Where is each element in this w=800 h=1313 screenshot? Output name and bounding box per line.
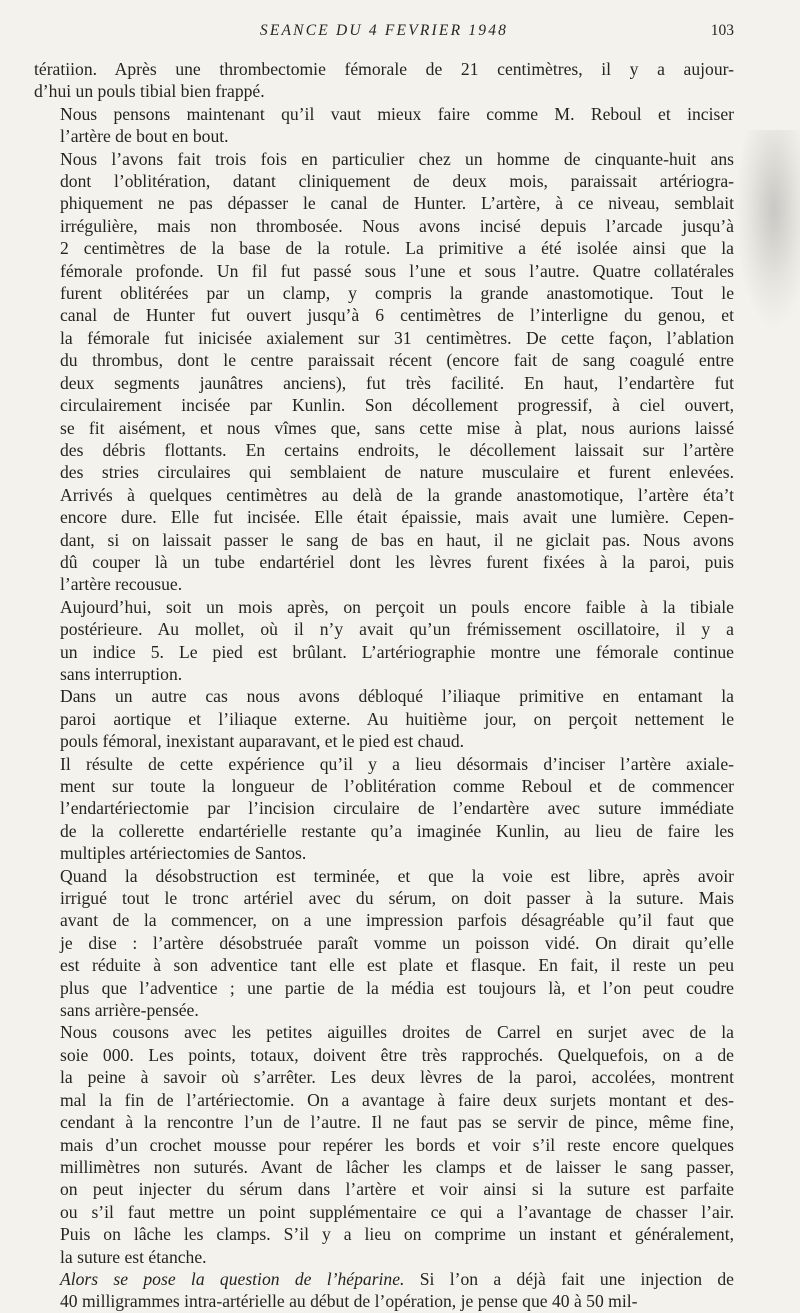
paragraph — [34, 58, 734, 103]
text-line: Nous pensons maintenant qu’il vaut mieux faire comme M. Reboul et inciser — [60, 103, 734, 124]
text-line: pouls fémoral, inexistant auparavant, et le pied est chaud. — [60, 731, 465, 752]
text-line: 2 centimètres de la base de la rotule. La primitive a été isolée ainsi que la — [60, 238, 734, 259]
margin-smudge — [735, 130, 800, 330]
text-line: plus que l’adventice ; une partie de la média est toujours là, et l’on peut coudre — [60, 977, 734, 998]
text-line: avant de la commencer, on a une impression parfois désagréable qu’il faut que — [60, 910, 734, 931]
text-line: l’endartériectomie par l’incision circulaire de l’endartère avec suture immédiate — [60, 798, 734, 819]
text-line: dont l’oblitération, datant cliniquement de deux mois, paraissait artériogra- — [60, 171, 734, 192]
text-line: un indice 5. Le pied est brûlant. L’artériographie montre une fémorale continue — [60, 641, 734, 662]
text-line: Dans un autre cas nous avons débloqué l’iliaque primitive en entamant la — [60, 686, 734, 707]
text-line: Nous cousons avec les petites aiguilles droites de Carrel en surjet avec de la — [60, 1022, 734, 1043]
body-text — [34, 58, 734, 1313]
text-line: Il résulte de cette expérience qu’il y a lieu désormais d’inciser l’artère axiale- — [60, 753, 734, 774]
text-line — [34, 1268, 734, 1290]
paragraph — [34, 148, 734, 596]
text-line: sans interruption. — [60, 663, 183, 684]
text-line: phiquement ne pas dépasser le canal de Hunter. L’artère, à ce niveau, semblait — [60, 193, 734, 214]
text-line: des débris flottants. En certains endroits, le décollement laissait sur l’artère — [60, 439, 734, 460]
text-line: Nous l’avons fait trois fois en particulier chez un homme de cinquante-huit ans — [60, 148, 734, 169]
paragraph — [34, 1021, 734, 1267]
text-line: 40 milligrammes intra-artérielle au début de l’opération, je pense que 40 à 50 mil- — [60, 1291, 638, 1312]
text-fragment: Si l’on a déjà fait une injection de — [404, 1268, 734, 1289]
text-line: Arrivés à quelques centimètres au delà de la grande anastomotique, l’artère éta’t — [60, 484, 734, 505]
text-line: on peut injecter du sérum dans l’artère et voir ainsi si la suture est parfaite — [60, 1179, 734, 1200]
text-line: Quand la désobstruction est terminée, et que la voie est libre, après avoir — [60, 865, 734, 886]
text-line: ment sur toute la longueur de l’oblitération comme Reboul et de commencer — [60, 776, 734, 796]
text-line: deux segments jaunâtres anciens), fut très facilité. En haut, l’endartère fut — [60, 372, 734, 393]
text-line: des stries circulaires qui semblaient de nature musculaire et furent enlevées. — [60, 462, 734, 483]
text-line: la suture est étanche. — [60, 1246, 207, 1267]
text-line: tératiion. Après une thrombectomie fémorale de 21 centimètres, il y a aujour- — [34, 59, 734, 79]
text-line: circulairement incisée par Kunlin. Son décollement progressif, à ciel ouvert, — [60, 395, 734, 416]
text-line: ou s’il faut mettre un point supplémentaire ce qui a l’avantage de chasser l’air. — [60, 1201, 734, 1222]
text-line: du thrombus, dont le centre paraissait récent (encore fait de sang coagulé entre — [60, 350, 734, 371]
paragraph — [34, 685, 734, 752]
text-line: millimètres non suturés. Avant de lâcher les clamps et de laisser le sang passer, — [60, 1156, 734, 1177]
text-line: mal la fin de l’artériectomie. On a avantage à faire deux surjets montant et des- — [60, 1089, 734, 1110]
text-line: la peine à savoir où s’arrêter. Les deux lèvres de la paroi, accolées, montrent — [60, 1067, 734, 1088]
text-line: de la collerette endartérielle restante qu’a imaginée Kunlin, au lieu de faire les — [60, 820, 734, 841]
page-number: 103 — [710, 22, 734, 39]
text-line: Puis on lâche les clamps. S’il y a lieu on comprime un instant et généralement, — [60, 1224, 734, 1245]
text-line: canal de Hunter fut ouvert jusqu’à 6 centimètres de l’interligne du genou, et — [60, 305, 734, 326]
text-line: je dise : l’artère désobstruée paraît vomme un poisson vidé. On dirait qu’elle — [60, 932, 734, 953]
text-line: est réduite à son adventice tant elle est plate et flasque. En fait, il reste un peu — [60, 955, 734, 976]
text-line: dant, si on laissait passer le sang de bas en haut, il ne giclait pas. Nous avons — [60, 529, 734, 550]
text-line: l’artère de bout en bout. — [60, 126, 229, 147]
text-line: Aujourd’hui, soit un mois après, on perçoit un pouls encore faible à la tibiale — [60, 596, 734, 617]
text-line: fémorale profonde. Un fil fut passé sous l’une et sous l’autre. Quatre collatérales — [60, 260, 734, 281]
text-line: l’artère recousue. — [60, 574, 183, 595]
text-line: d’hui un pouls tibial bien frappé. — [34, 81, 265, 102]
paragraph — [34, 753, 734, 865]
text-line: irrégulière, mais non thrombosée. Nous avons incisé depuis l’arcade jusqu’à — [60, 215, 734, 236]
text-line: irrigué tout le tronc artériel avec du sérum, on doit passer à la suture. Mais — [60, 888, 734, 909]
text-line: soie 000. Les points, totaux, doivent être très rapprochés. Quelquefois, on a de — [60, 1044, 734, 1065]
text-line: encore dure. Elle fut incisée. Elle était épaissie, mais avait une lumière. Cepen- — [60, 507, 734, 528]
paragraph — [34, 1268, 734, 1313]
text-line: paroi aortique et l’iliaque externe. Au huitième jour, on perçoit nettement le — [60, 708, 734, 729]
text-line: postérieure. Au mollet, où il n’y avait qu’un frémissement oscillatoire, il y a — [60, 619, 734, 640]
page-header — [34, 22, 734, 44]
paragraph — [34, 103, 734, 148]
text-line: cendant à la rencontre l’un de l’autre. Il ne faut pas se servir de pince, même fine, — [60, 1112, 734, 1133]
text-line: mais d’un crochet mousse pour repérer les bords et voir s’il reste encore quelques — [60, 1134, 734, 1155]
text-line: la fémorale fut inicisée axialement sur 31 centimètres. De cette façon, l’ablation — [60, 327, 734, 348]
text-line: multiples artériectomies de Santos. — [60, 843, 307, 864]
running-title: SEANCE DU 4 FEVRIER 1948 — [259, 22, 509, 39]
paragraph — [34, 596, 734, 686]
text-line: se fit aisément, et nous vîmes que, sans cette mise à plat, nous aurions laissé — [60, 417, 734, 438]
italic-lead: Alors se pose la question de l’héparine. — [60, 1268, 405, 1289]
text-line: furent oblitérées par un clamp, y compris la grande anastomotique. Tout le — [60, 283, 734, 304]
paragraph — [34, 865, 734, 1022]
text-line: sans arrière-pensée. — [60, 1000, 199, 1021]
text-line: dû couper là un tube endartériel dont les lèvres furent fixées à la paroi, puis — [60, 551, 734, 572]
